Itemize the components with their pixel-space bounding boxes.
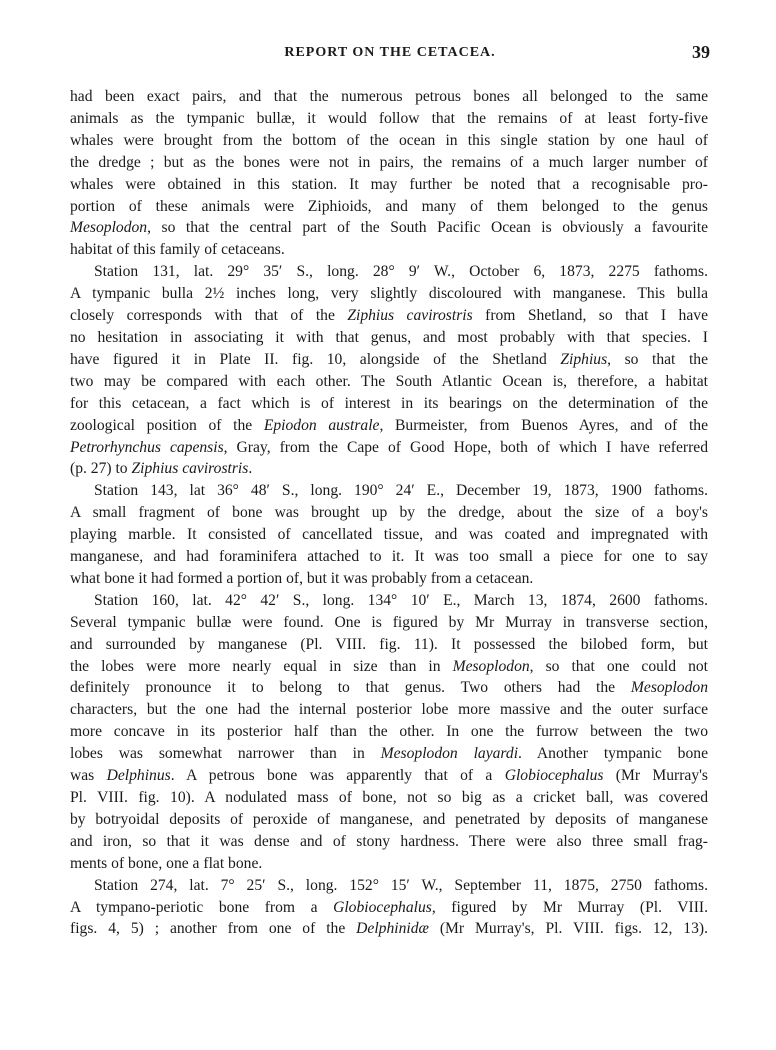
- paragraph-continuation: [70, 86, 708, 261]
- text-line: (p. 27) to Ziphius cavirostris.: [70, 460, 253, 478]
- text-line: A tympano-periotic bone from a Globiocephalus, figured by Mr Murray (Pl. VIII.: [70, 898, 709, 916]
- text-line: A tympanic bulla 2½ inches long, very slightly discoloured with manganese. This bulla: [70, 285, 708, 303]
- text-line: two may be compared with each other. The South Atlantic Ocean is, therefore, a habitat: [70, 372, 708, 390]
- text-line: had been exact pairs, and that the numerous petrous bones all belonged to the same: [70, 88, 708, 105]
- text-line: Several tympanic bullæ were found. One is figured by Mr Murray in transverse section,: [70, 613, 708, 631]
- text-line: Station 160, lat. 42° 42′ S., long. 134° 10′ E., March 13, 1874, 2600 fathoms.: [94, 591, 708, 609]
- text-line: have figured it in Plate II. fig. 10, alongside of the Shetland Ziphius, so that the: [70, 350, 708, 368]
- text-line: characters, but the one had the internal posterior lobe more massive and the outer surface: [70, 701, 708, 719]
- text-line: A small fragment of bone was brought up by the dredge, about the size of a boy's: [70, 504, 708, 522]
- text-line: Station 274, lat. 7° 25′ S., long. 152° 15′ W., September 11, 1875, 2750 fathoms.: [94, 876, 708, 894]
- text-line: whales were obtained in this station. It may further be noted that a recognisable pro-: [70, 175, 708, 193]
- text-line: ments of bone, one a flat bone.: [70, 854, 263, 872]
- text-line: lobes was somewhat narrower than in Mesoplodon layardi. Another tympanic bone: [70, 745, 708, 763]
- text-line: playing marble. It consisted of cancellated tissue, and was coated and impregnated with: [70, 526, 708, 544]
- body-text: [70, 86, 708, 940]
- text-line: was Delphinus. A petrous bone was apparently that of a Globiocephalus (Mr Murray's: [70, 767, 708, 785]
- text-line: Mesoplodon, so that the central part of the South Pacific Ocean is obviously a favourite: [70, 219, 708, 237]
- text-line: habitat of this family of cetaceans.: [70, 241, 285, 259]
- paragraph-station-160: [70, 590, 708, 875]
- text-line: figs. 4, 5) ; another from one of the Delphinidæ (Mr Murray's, Pl. VIII. figs. 12, 13).: [70, 920, 708, 938]
- text-line: definitely pronounce it to belong to that genus. Two others had the Mesoplodon: [70, 679, 708, 697]
- text-line: animals as the tympanic bullæ, it would follow that the remains of at least forty-five: [70, 109, 708, 127]
- text-line: what bone it had formed a portion of, but it was probably from a cetacean.: [70, 569, 534, 587]
- paragraph-station-131: [70, 261, 708, 480]
- text-line: no hesitation in associating it with that genus, and most probably with that species. I: [70, 328, 708, 346]
- text-line: the lobes were more nearly equal in size than in Mesoplodon, so that one could not: [70, 657, 708, 675]
- text-line: Station 143, lat 36° 48′ S., long. 190° 24′ E., December 19, 1873, 1900 fathoms.: [94, 482, 708, 500]
- text-line: manganese, and had foraminifera attached to it. It was too small a piece for one to say: [70, 548, 708, 566]
- page-number: 39: [692, 42, 710, 62]
- paragraph-station-143: [70, 480, 708, 590]
- paragraph-station-274: [70, 875, 708, 941]
- text-line: portion of these animals were Ziphioids, and many of them belonged to the genus: [70, 197, 708, 215]
- text-line: and surrounded by manganese (Pl. VIII. fig. 11). It possessed the bilobed form, but: [70, 635, 708, 653]
- text-line: by botryoidal deposits of peroxide of manganese, and penetrated by deposits of manganese: [70, 810, 708, 828]
- text-line: the dredge ; but as the bones were not in pairs, the remains of a much larger number of: [70, 153, 708, 171]
- running-title: REPORT ON THE CETACEA.: [284, 45, 496, 60]
- text-line: and iron, so that it was dense and of stony hardness. There were also three small frag-: [70, 832, 708, 850]
- text-line: Petrorhynchus capensis, Gray, from the Cape of Good Hope, both of which I have referred: [70, 438, 708, 456]
- text-line: Pl. VIII. fig. 10). A nodulated mass of bone, not so big as a cricket ball, was covered: [70, 789, 708, 806]
- text-line: more concave in its posterior half than the other. In one the furrow between the two: [70, 723, 708, 741]
- text-line: for this cetacean, a fact which is of interest in its bearings on the determination of the: [70, 394, 708, 412]
- text-line: zoological position of the Epiodon australe, Burmeister, from Buenos Ayres, and of the: [70, 416, 708, 434]
- running-head: [70, 42, 710, 66]
- text-line: whales were brought from the bottom of the ocean in this single station by one haul of: [70, 131, 708, 149]
- text-line: Station 131, lat. 29° 35′ S., long. 28° 9′ W., October 6, 1873, 2275 fathoms.: [94, 263, 708, 281]
- text-line: closely corresponds with that of the Ziphius cavirostris from Shetland, so that I have: [70, 307, 708, 325]
